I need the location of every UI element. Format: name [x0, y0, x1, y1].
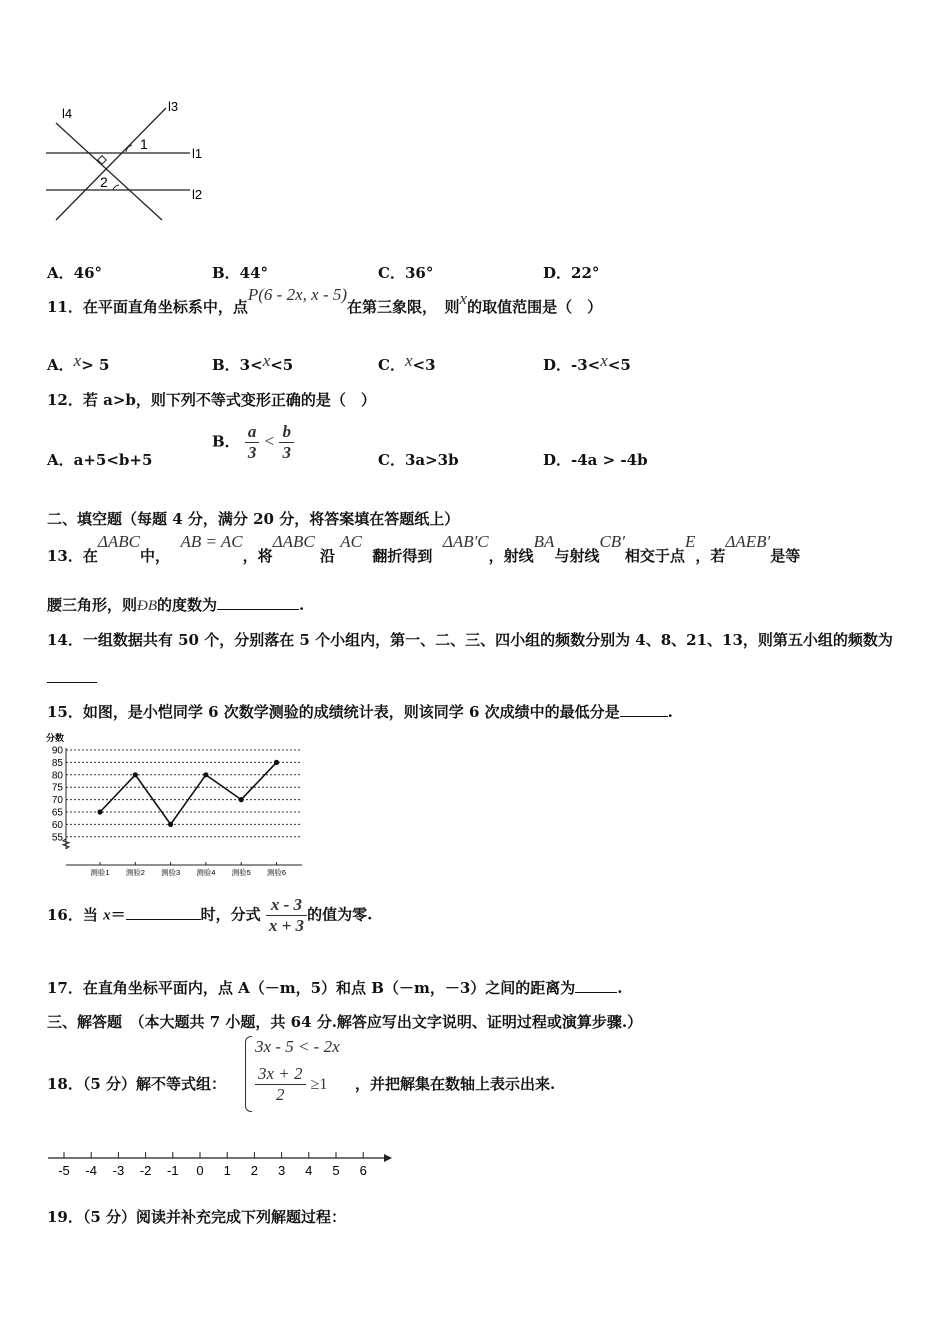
question-13-line1: 13．在ΔABC中， AB = AC，将ΔABC 沿 AC 翻折得到 ΔAB′C，射线BA与射线CB′相交于点E，若ΔAEB′是等: [47, 532, 801, 565]
angle-2-label: 2: [100, 174, 108, 190]
q12-option-b: B． $\frac{a}{3}$ < $\frac{b}{3}$: [212, 422, 294, 463]
q11-mid: 在第三象限， 则: [347, 298, 460, 316]
data-point: [203, 772, 208, 777]
q11-text: 11．在平面直角坐标系中，点: [47, 298, 248, 316]
system-brace: [245, 1036, 252, 1112]
y-tick-label: 75: [51, 782, 63, 794]
data-point: [97, 809, 102, 814]
q11-option-b: B．3<x<5: [212, 351, 294, 374]
score-line-chart: [44, 729, 312, 879]
parallel-lines-figure: [40, 98, 220, 223]
data-point: [168, 822, 173, 827]
number-line-label: 3: [277, 1163, 286, 1178]
question-17: 17．在直角坐标平面内，点 A（－m，5）和点 B（－m，－3）之间的距离为 .: [47, 979, 623, 997]
question-16: 16．当 x＝ 时，分式 $\frac{x - 3}{x + 3}$ 的值为零.: [47, 895, 373, 935]
y-tick-label: 70: [51, 795, 63, 807]
question-19: 19．（5 分）阅读并补充完成下列解题过程：: [47, 1208, 347, 1226]
number-line-label: -1: [167, 1163, 179, 1178]
number-line-label: 6: [359, 1163, 367, 1178]
q12-option-d: D．-4a > -4b: [543, 451, 648, 469]
section-2-heading: 二、填空题（每题 4 分，满分 20 分，将答案填在答题纸上）: [47, 510, 460, 528]
label-l1: l1: [192, 146, 203, 161]
number-line-label: 4: [305, 1163, 313, 1178]
number-line-label: 2: [250, 1163, 259, 1178]
q10-option-a: A．46°: [47, 264, 103, 282]
q13-answer-blank[interactable]: [217, 595, 299, 610]
series-line: [100, 762, 277, 824]
y-tick-label: 55: [51, 832, 63, 844]
q10-option-c: C．36°: [378, 264, 434, 282]
question-12: 12．若 a>b，则下列不等式变形正确的是（ ）: [47, 391, 376, 409]
x-tick-label: 测验4: [196, 868, 216, 877]
y-axis-label: 分数: [46, 733, 65, 743]
label-l4: l4: [62, 106, 73, 121]
q11-point: P(6 - 2x, x - 5): [247, 285, 348, 304]
q16-answer-blank[interactable]: [126, 905, 201, 920]
number-line-label: 5: [332, 1163, 340, 1178]
angle1-arc: [126, 145, 132, 152]
question-14: 14．一组数据共有 50 个，分别落在 5 个小组内，第一、二、三、四小组的频数分别为 4、8、21、13，则第五小组的频数为: [47, 631, 893, 649]
x-tick-label: 测验1: [90, 868, 110, 877]
number-line: [44, 1146, 394, 1184]
data-point: [274, 760, 279, 765]
question-15: 15．如图，是小恺同学 6 次数学测验的成绩统计表，则该同学 6 次成绩中的最低分是 .: [47, 703, 673, 721]
y-tick-label: 60: [51, 819, 63, 831]
q10-option-b: B．44°: [212, 264, 269, 282]
number-line-label: -2: [139, 1163, 152, 1178]
number-line-arrow: [384, 1154, 392, 1162]
x-tick-label: 测验2: [125, 868, 145, 877]
section-3-heading: 三、解答题 （本大题共 7 小题，共 64 分.解答应写出文字说明、证明过程或演算步骤.）: [47, 1013, 643, 1031]
number-line-label: -3: [112, 1163, 125, 1178]
q11-option-c: C．x<3: [378, 351, 436, 374]
question-18-label: 18．（5 分）解不等式组：: [47, 1075, 227, 1093]
x-tick-label: 测验3: [161, 868, 181, 877]
number-line-label: -5: [58, 1163, 70, 1178]
q11-option-a: A．x> 5: [47, 351, 110, 374]
y-tick-label: 80: [51, 770, 63, 782]
number-line-label: 0: [196, 1163, 204, 1178]
q12-option-a: A．a+5<b+5: [47, 451, 153, 469]
q11-var: x: [459, 289, 468, 308]
data-point: [239, 797, 244, 802]
y-tick-label: 90: [51, 745, 63, 757]
question-11: [47, 285, 603, 317]
question-13-line2: 腰三角形，则ÐB的度数为 .: [47, 596, 305, 614]
q14-answer-blank[interactable]: [47, 682, 97, 683]
q18-inequality-2: $\frac{3x + 2}{2}$ ≥1: [255, 1064, 327, 1105]
number-line-label: -4: [85, 1163, 97, 1178]
line-l3: [56, 108, 166, 220]
y-tick-label: 65: [51, 807, 63, 819]
data-point: [133, 772, 138, 777]
q15-answer-blank[interactable]: [620, 702, 668, 717]
y-tick-label: 85: [51, 757, 63, 769]
label-l2: l2: [192, 187, 203, 202]
x-tick-label: 测验5: [231, 868, 251, 877]
q17-answer-blank[interactable]: [575, 978, 617, 993]
angle-1-label: 1: [140, 136, 148, 152]
q11-tail: 的取值范围是（ ）: [467, 298, 603, 316]
q10-option-d: D．22°: [543, 264, 600, 282]
number-line-label: 1: [223, 1163, 231, 1178]
q18-inequality-1: 3x - 5 < - 2x: [255, 1037, 340, 1056]
q12-option-c: C．3a>3b: [378, 451, 459, 469]
label-l3: l3: [168, 99, 179, 114]
x-tick-label: 测验6: [266, 868, 287, 877]
angle2-arc: [113, 185, 119, 190]
q11-option-d: D．-3<x<5: [543, 351, 631, 374]
question-18-tail: ，并把解集在数轴上表示出来.: [355, 1075, 556, 1093]
